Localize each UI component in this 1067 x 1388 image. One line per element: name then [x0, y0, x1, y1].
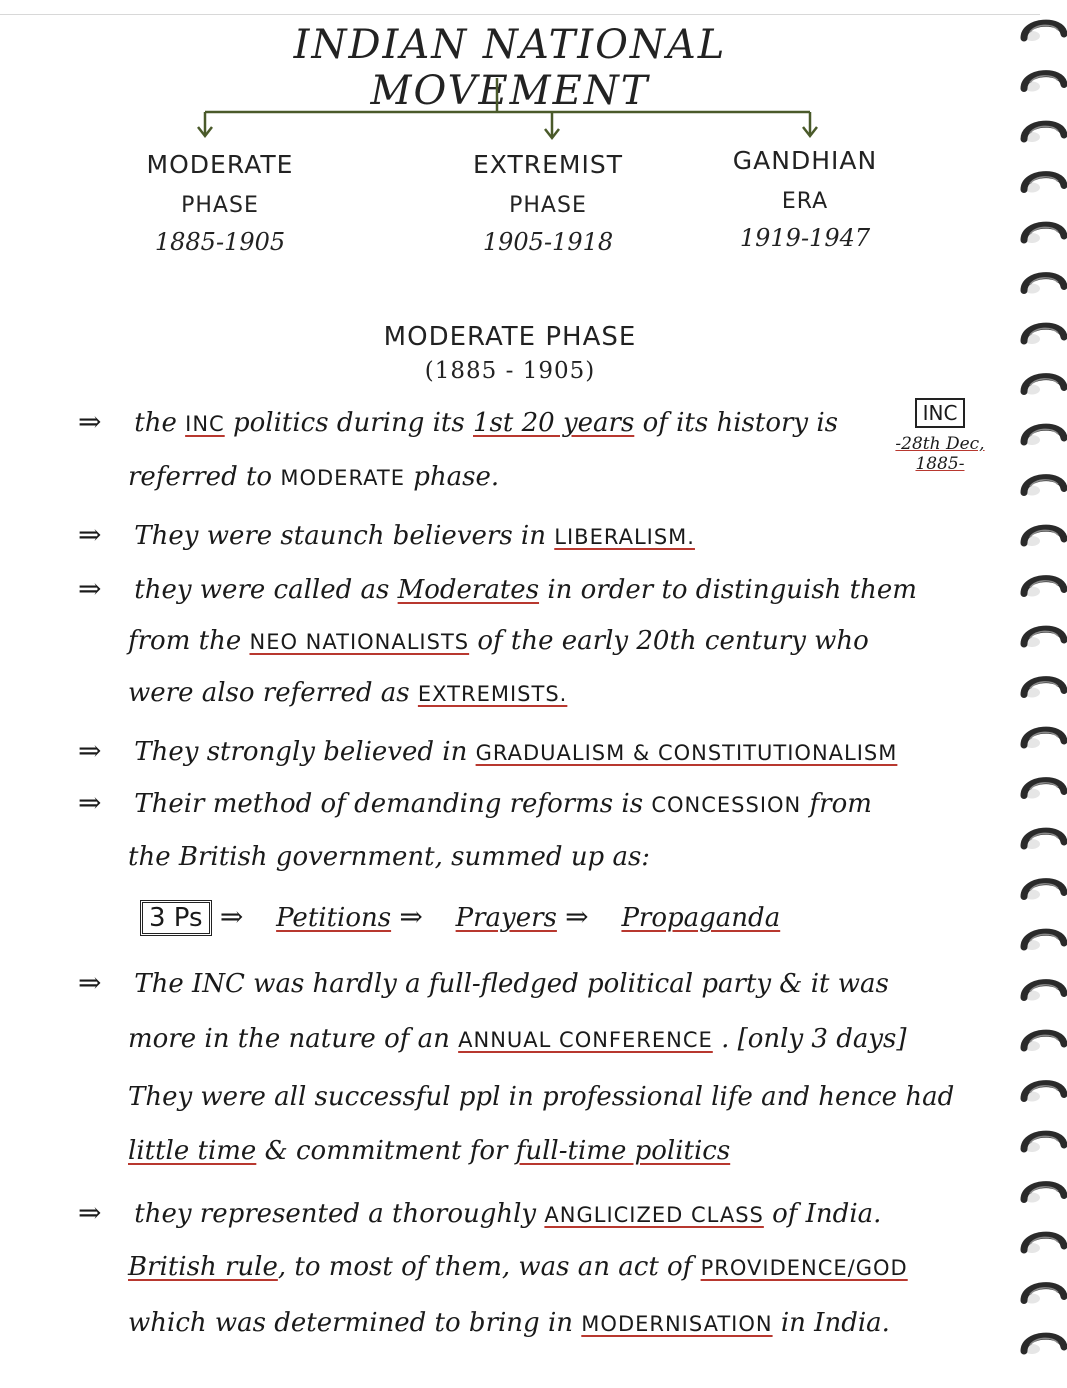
- phase-tree-diagram: [0, 0, 1000, 150]
- phase-years: 1919-1947: [739, 224, 871, 252]
- note-line: [78, 1196, 881, 1229]
- text: were also referred as: [128, 678, 410, 708]
- text: They were staunch believers in: [134, 521, 546, 551]
- spiral-ring: [1024, 831, 1064, 849]
- term-anglicized-class: ANGLICIZED CLASS: [544, 1203, 764, 1227]
- term-extremists: EXTREMISTS.: [417, 682, 568, 706]
- spiral-ring: [1024, 478, 1064, 496]
- term-modernisation: MODERNISATION: [581, 1312, 773, 1336]
- term-full-time-politics: full-time politics: [515, 1136, 731, 1166]
- spiral-ring: [1024, 629, 1064, 647]
- term-concession: CONCESSION: [651, 793, 802, 817]
- note-line: [128, 462, 499, 492]
- note-line: [128, 1308, 890, 1338]
- bullet-arrow-icon: ⇒: [78, 518, 102, 551]
- spiral-ring: [1024, 1235, 1064, 1253]
- bullet-arrow-icon: ⇒: [78, 405, 102, 438]
- text: from: [809, 789, 872, 819]
- note-line: [78, 966, 889, 999]
- term-liberalism: LIBERALISM.: [554, 525, 695, 549]
- bullet-arrow-icon: ⇒: [78, 734, 102, 767]
- term-neo-nationalists: NEO NATIONALISTS: [249, 630, 470, 654]
- text: They strongly believed in: [134, 737, 468, 767]
- text: they represented a thoroughly: [134, 1199, 537, 1229]
- spiral-ring: [1024, 74, 1064, 92]
- note-line: [78, 572, 917, 605]
- spiral-ring: [1024, 427, 1064, 445]
- term-british-rule: British rule: [128, 1252, 278, 1282]
- three-ps-box: 3 Ps: [140, 900, 212, 936]
- spiral-ring: [1024, 781, 1064, 799]
- phase-kind: PHASE: [181, 193, 259, 218]
- bullet-arrow-icon: ⇒: [78, 572, 102, 605]
- phase-name: EXTREMIST: [472, 150, 623, 179]
- text: . [only 3 days]: [721, 1024, 907, 1054]
- phase-years: 1905-1918: [482, 228, 614, 256]
- text: , to most of them, was an act of: [277, 1252, 693, 1282]
- text: They were all successful ppl in professional life and hence had: [128, 1082, 955, 1112]
- note-line: [128, 1082, 954, 1112]
- text: phase.: [413, 462, 500, 492]
- section-years: (1885 - 1905): [424, 358, 596, 384]
- spiral-ring: [1024, 1185, 1064, 1203]
- inc-founding-note: [892, 398, 988, 474]
- text: the British government, summed up as:: [128, 842, 651, 872]
- text: & commitment for: [264, 1136, 508, 1166]
- phase-extremist: [438, 150, 658, 256]
- term-providence: PROVIDENCE/GOD: [700, 1256, 908, 1280]
- page-title: INDIAN NATIONAL MOVEMENT: [293, 22, 727, 114]
- term-petitions: Petitions: [276, 903, 392, 933]
- spiral-ring: [1024, 124, 1064, 142]
- spiral-ring: [1024, 1134, 1064, 1152]
- text: of India.: [772, 1199, 882, 1229]
- phase-moderate: [110, 150, 330, 256]
- arrow-icon: ⇒: [219, 900, 244, 933]
- text: in India.: [780, 1308, 890, 1338]
- arrow-icon: ⇒: [565, 900, 589, 933]
- spiral-ring: [1024, 1336, 1064, 1354]
- text: they were called as: [134, 575, 390, 605]
- term-propaganda: Propaganda: [621, 903, 781, 933]
- phase-years: 1885-1905: [154, 228, 286, 256]
- spiral-ring: [1024, 932, 1064, 950]
- text: from the: [128, 626, 242, 656]
- note-line: [78, 405, 838, 438]
- text: Their method of demanding reforms is: [134, 789, 644, 819]
- text: referred to: [128, 462, 273, 492]
- phase-gandhian: [695, 146, 915, 252]
- spiral-ring: [1024, 326, 1064, 344]
- phase-kind: PHASE: [509, 193, 587, 218]
- text: of its history is: [642, 408, 839, 438]
- note-line: [128, 626, 869, 656]
- spiral-ring: [1024, 528, 1064, 546]
- note-line: [78, 734, 897, 767]
- text: which was determined to bring in: [128, 1308, 574, 1338]
- bullet-arrow-icon: ⇒: [78, 786, 102, 819]
- spiral-ring: [1024, 680, 1064, 698]
- term-moderate: MODERATE: [280, 466, 406, 490]
- note-line: [128, 1024, 907, 1054]
- spiral-ring: [1024, 175, 1064, 193]
- term-gradualism: GRADUALISM & CONSTITUTIONALISM: [475, 741, 898, 765]
- spiral-binding: [1010, 0, 1067, 1388]
- text: politics during its: [232, 408, 465, 438]
- spiral-ring: [1024, 225, 1064, 243]
- phase-kind: ERA: [781, 189, 829, 214]
- note-line: [78, 518, 695, 551]
- spiral-ring: [1024, 882, 1064, 900]
- inc-year: 1885-: [915, 454, 965, 474]
- bullet-arrow-icon: ⇒: [78, 966, 102, 999]
- term-annual-conference: ANNUAL CONFERENCE: [458, 1028, 713, 1052]
- term-inc: INC: [185, 412, 225, 436]
- note-line: [78, 786, 872, 819]
- spiral-ring: [1024, 579, 1064, 597]
- spiral-ring: [1024, 276, 1064, 294]
- spiral-ring: [1024, 1033, 1064, 1051]
- note-line: [128, 678, 567, 708]
- spiral-ring: [1024, 377, 1064, 395]
- bullet-arrow-icon: ⇒: [78, 1196, 102, 1229]
- note-line: [128, 1252, 908, 1282]
- inc-date: -28th Dec,: [895, 434, 985, 454]
- term-little-time: little time: [128, 1136, 257, 1166]
- section-title: MODERATE PHASE: [383, 322, 637, 352]
- section-heading: [330, 322, 690, 384]
- phase-name: GANDHIAN: [732, 146, 878, 175]
- spiral-ring: [1024, 983, 1064, 1001]
- term-moderates: Moderates: [397, 575, 540, 605]
- note-line: [128, 1136, 730, 1166]
- spiral-ring: [1024, 730, 1064, 748]
- spiral-ring: [1024, 23, 1064, 41]
- note-line: [128, 842, 650, 872]
- text: more in the nature of an: [128, 1024, 450, 1054]
- text: the: [134, 408, 177, 438]
- text: The INC was hardly a full-fledged political party & it was: [134, 969, 889, 999]
- arrow-icon: ⇒: [399, 900, 423, 933]
- text: in order to distinguish them: [547, 575, 917, 605]
- phase-name: MODERATE: [146, 150, 294, 179]
- inc-box: INC: [915, 398, 966, 428]
- text: of the early 20th century who: [477, 626, 869, 656]
- term-first-20-years: 1st 20 years: [473, 408, 635, 438]
- spiral-ring: [1024, 1084, 1064, 1102]
- spiral-ring: [1024, 1286, 1064, 1304]
- three-ps-line: [140, 900, 780, 936]
- term-prayers: Prayers: [455, 903, 557, 933]
